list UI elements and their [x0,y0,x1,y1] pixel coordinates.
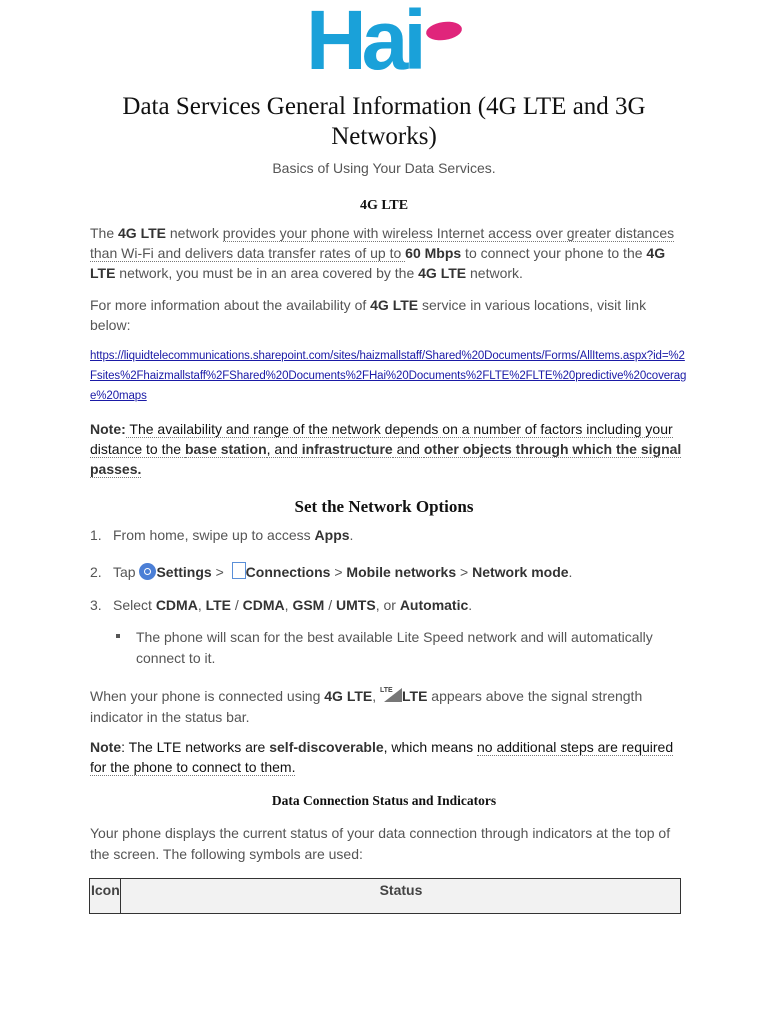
note-availability: Note: The availability and range of the network depends on a number of factors including your distance to the base station, and infrastructure and other objects through which the signal passes. [90,421,682,477]
coverage-map-link[interactable]: https://liquidtelecommunications.sharepoint.com/sites/haizmallstaff/Shared%20Documents/Forms/AllItems.aspx?id=%2Fsites%2Fhaizmallstaff%2FShared%20Documents%2FHai%20Documents%2FLTE%2FLTE%20predictive%20coverage%20maps [90,350,687,402]
lte-signal-icon: LTE [380,684,402,704]
settings-gear-icon [139,563,156,580]
paragraph-status: Your phone displays the current status of your data connection through indicators at the top of the screen. The following symbols are used: [90,825,671,862]
paragraph-4g-intro: The 4G LTE network provides your phone with wireless Internet access over greater distances than Wi-Fi and delivers data transfer rates of up to 60 Mbps to connect your phone to the 4G LTE network, you must be in an area covered by the 4G LTE network. [90,225,675,281]
note-self-discoverable: Note: The LTE networks are self-discoverable, which means no additional steps are required for the phone to connect to them. [90,739,674,775]
heading-status-indicators: Data Connection Status and Indicators [271,793,497,808]
connections-document-icon [232,562,246,579]
bullet-scan-note: The phone will scan for the best available Lite Speed network and will automatically connect to it. [116,627,656,669]
hai-logo [306,0,458,87]
table-header-status: Status [379,882,423,898]
paragraph-availability: For more information about the availability of 4G LTE service in various locations, visit link below: [90,297,647,333]
paragraph-lte-indicator: When your phone is connected using 4G LTE, LTE LTE appears above the signal strength indicator in the status bar. [90,684,650,728]
step-2: 2. Tap Settings > Connections > Mobile networks > Network mode. [90,564,573,580]
logo-dot [425,20,463,43]
page-subtitle: Basics of Using Your Data Services. [272,160,496,176]
logo-text: Hai [306,0,422,87]
step-1: 1. From home, swipe up to access Apps. [90,527,354,543]
table-header-icon: Icon [90,879,121,913]
heading-4g-lte: 4G LTE [359,198,409,213]
status-table-header [89,878,681,914]
page-title: Data Services General Information (4G LTE and 3G Networks) [122,93,646,150]
heading-network-options: Set the Network Options [294,497,474,516]
step-3: 3. Select CDMA, LTE / CDMA, GSM / UMTS, or Automatic. [90,597,473,613]
bullet-square-icon [116,634,120,638]
